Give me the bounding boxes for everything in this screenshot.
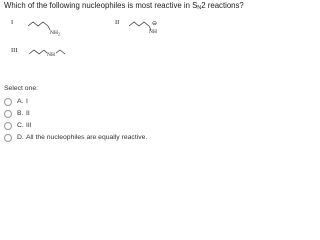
option-a-letter: A. bbox=[17, 98, 24, 105]
structure-two-charge: ⊖ bbox=[152, 20, 158, 27]
radio-b[interactable] bbox=[4, 110, 12, 118]
option-d[interactable] bbox=[4, 133, 198, 143]
question-text-after: 2 reactions? bbox=[201, 1, 244, 10]
option-c-text: III bbox=[26, 122, 32, 129]
structure-one bbox=[11, 19, 60, 37]
structure-one-group-subscript: 2 bbox=[57, 31, 60, 37]
structure-three-chain-right bbox=[60, 50, 65, 54]
question-subscript: N bbox=[197, 5, 202, 11]
nucleophile-structures bbox=[0, 0, 200, 90]
structure-two-chain bbox=[129, 22, 149, 26]
radio-a[interactable] bbox=[4, 98, 12, 106]
structure-three bbox=[11, 47, 65, 58]
radio-c[interactable] bbox=[4, 122, 12, 130]
structure-label-two: II bbox=[115, 19, 120, 26]
option-d-letter: D. bbox=[17, 134, 24, 141]
option-b[interactable] bbox=[4, 109, 198, 119]
structure-label-one: I bbox=[11, 19, 14, 26]
select-one-label: Select one: bbox=[4, 85, 39, 92]
structure-three-group: NH bbox=[47, 52, 55, 58]
structure-two-group: NH bbox=[149, 29, 157, 35]
structure-one-group-text: NH bbox=[50, 30, 58, 36]
question-text-before: Which of the following nucleophiles is most reactive in S bbox=[4, 1, 198, 10]
structure-one-group bbox=[50, 30, 60, 37]
structure-label-three: III bbox=[11, 47, 18, 54]
option-a[interactable] bbox=[4, 97, 198, 107]
option-b-letter: B. bbox=[17, 110, 24, 117]
structure-three-chain bbox=[29, 50, 44, 54]
option-d-text: All the nucleophiles are equally reactive. bbox=[26, 134, 148, 141]
option-c-letter: C. bbox=[17, 122, 24, 129]
option-a-text: I bbox=[26, 98, 28, 105]
radio-d[interactable] bbox=[4, 134, 12, 142]
option-c[interactable] bbox=[4, 121, 198, 131]
structure-two bbox=[115, 19, 157, 35]
structure-one-chain bbox=[28, 22, 48, 26]
structure-three-bond-right bbox=[56, 50, 60, 53]
option-b-text: II bbox=[26, 110, 30, 117]
